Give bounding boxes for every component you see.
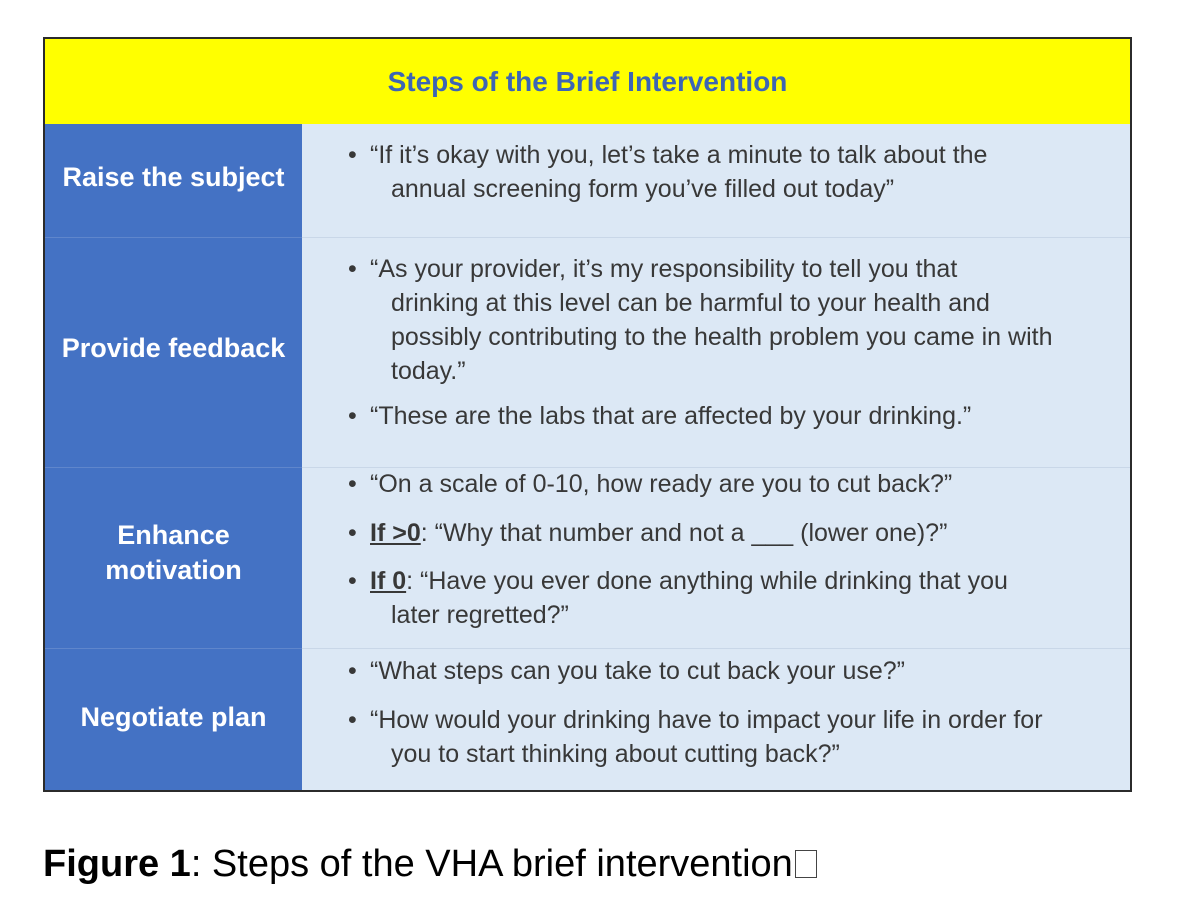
- bullet-text: later regretted?”: [391, 601, 569, 629]
- bullet-item: [348, 252, 1138, 388]
- bullet-keyword: If 0: [370, 567, 407, 595]
- bullet-item: [348, 516, 1128, 550]
- figure-caption: [43, 843, 817, 886]
- table-header: Steps of the Brief Intervention: [45, 39, 1130, 124]
- step-label-raise-subject: Raise the subject: [62, 162, 285, 192]
- step-label-line: Enhance: [117, 520, 230, 550]
- brief-intervention-table: [43, 37, 1132, 792]
- bullet-text: : “Have you ever done anything while drinking that you: [406, 567, 1008, 595]
- bullet-marker: •: [348, 519, 357, 547]
- content-divider: [302, 648, 1130, 649]
- bullet-marker: •: [348, 657, 357, 685]
- bullet-item: [348, 654, 1128, 688]
- bullet-text: “As your provider, it’s my responsibility to tell you that: [370, 255, 958, 283]
- bullet-text: “On a scale of 0-10, how ready are you to cut back?”: [370, 470, 953, 498]
- bullet-text: possibly contributing to the health problem you came in with: [391, 323, 1053, 351]
- bullet-marker: •: [348, 141, 357, 169]
- step-label-column: [45, 124, 302, 790]
- step-label-line: motivation: [105, 555, 242, 585]
- bullet-text: today.”: [391, 357, 466, 385]
- bullet-marker: •: [348, 255, 357, 283]
- row-divider: [45, 648, 302, 649]
- bullet-item: [348, 138, 1128, 206]
- bullet-item: [348, 467, 1128, 501]
- bullet-marker: •: [348, 470, 357, 498]
- bullet-text: annual screening form you’ve filled out today”: [391, 175, 895, 203]
- placeholder-box-icon: [795, 850, 817, 878]
- content-divider: [302, 237, 1130, 238]
- figure-caption-text: : Steps of the VHA brief intervention: [190, 843, 793, 885]
- bullet-text: “If it’s okay with you, let’s take a minute to talk about the: [370, 141, 988, 169]
- bullet-text: you to start thinking about cutting back?”: [391, 740, 840, 768]
- bullet-marker: •: [348, 567, 357, 595]
- bullet-item: [348, 399, 1128, 433]
- bullet-marker: •: [348, 706, 357, 734]
- bullet-item: [348, 564, 1128, 632]
- step-label-provide-feedback: Provide feedback: [61, 333, 286, 363]
- bullet-text: “These are the labs that are affected by your drinking.”: [370, 402, 972, 430]
- bullet-marker: •: [348, 402, 357, 430]
- row-divider: [45, 467, 302, 468]
- row-divider: [45, 237, 302, 238]
- bullet-text: “How would your drinking have to impact your life in order for: [370, 706, 1043, 734]
- step-label-enhance-motivation: [45, 518, 302, 588]
- bullet-text: drinking at this level can be harmful to your health and: [391, 289, 990, 317]
- figure-label: Figure 1: [43, 843, 191, 885]
- bullet-text: : “Why that number and not a ___ (lower one)?”: [420, 519, 948, 547]
- bullet-item: [348, 703, 1128, 771]
- step-label-negotiate-plan: Negotiate plan: [80, 702, 267, 732]
- bullet-keyword: If >0: [370, 519, 421, 547]
- bullet-text: “What steps can you take to cut back your use?”: [370, 657, 905, 685]
